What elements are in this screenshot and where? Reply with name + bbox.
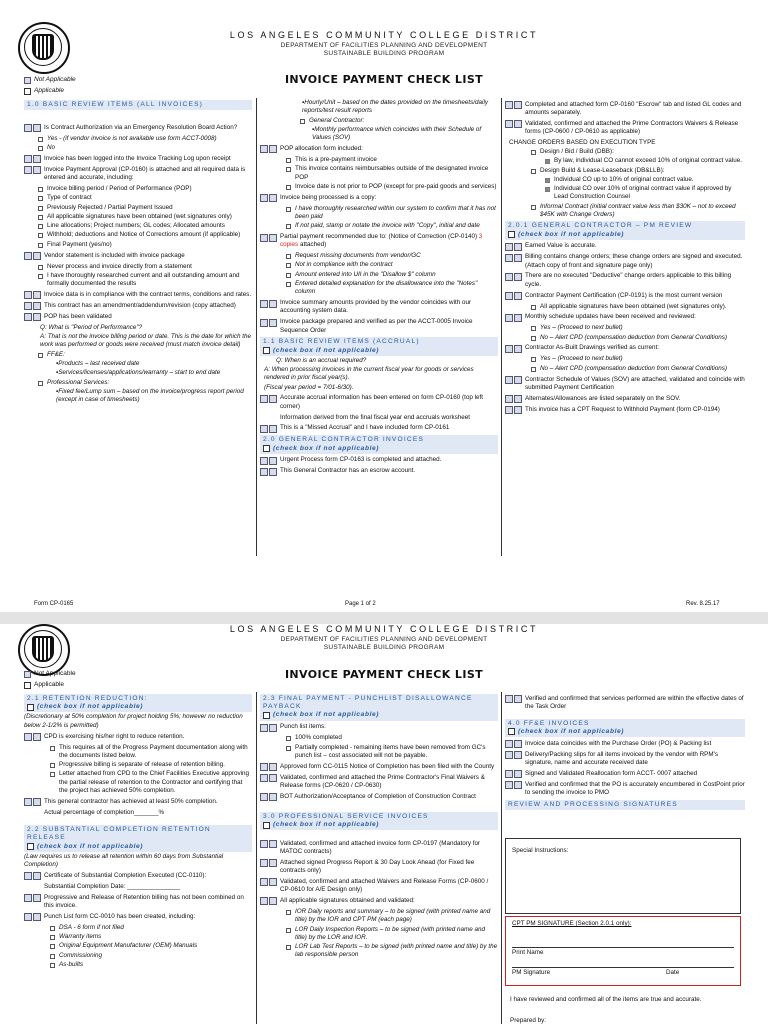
p1-column-3: Completed and attached form CP-0160 "Escrow" tab and listed GL codes and amounts separately. Validated, confirmed and attached the Prime Contractors Waivers & Release forms (CP-0600 / CP-0610 as applicable) CHANGE ORDERS BASED ON EXECUTION TYPE Design / Bid / Build (DBB): By law, individual CO cannot exceed 10% of original contract value. Design Build & Lease-Leaseback (DB&LLB): Individual CO up to 10% of original contract value. Individual CO over 10% of original contract value if approved by Lead Construction Counsel Informal Contract (initial contract value less than $30K – not to exceed $45K with Change Orders) 2.0.1 GENERAL CONTRACTOR – PM REVIEW (check box if not applicable) Earned Value is accurate. Billing contains change orders; these change orders are signed and executed. (Attach copy of front and signature page only) There are no executed "Deductive" change orders applicable to this billing cycle. Contractor Payment Certification (CP-0191) is the most current version All applicable signatures have been obtained (wet signatures only). Monthly schedule updates have been received and reviewed: Yes – (Proceed to next bullet) No – Alert CPD (compensation deduction from General Conditions) Contractor As-Built Drawings verified as current: Yes – (Proceed to next bullet) No – Alert CPD (compensation deduction from General Conditions) Contractor Schedule of Values (SOV) are attached, validated and coincide with submitted Payment Certification Alternates/Allowances are listed separately on the SOV. This invoice has a CPT Request to Withhold Payment (form CP-0194)	[505, 98, 745, 558]
checkbox[interactable]	[260, 468, 268, 476]
checkbox[interactable]	[514, 314, 522, 322]
checkbox[interactable]	[505, 292, 513, 300]
checkbox[interactable]	[505, 101, 513, 109]
checkbox[interactable]	[33, 302, 41, 310]
document-title: INVOICE PAYMENT CHECK LIST	[284, 73, 484, 86]
checkbox[interactable]	[33, 291, 41, 299]
checklist-item: Invoice Payment Approval (CP-0160) is attached and all required data is entered and accurate, including:	[24, 166, 252, 183]
section-2-2-header: 2.2 SUBSTANTIAL COMPLETION RETENTION RELEASE (check box if not applicable)	[24, 825, 252, 852]
checkbox[interactable]	[269, 457, 277, 465]
checkbox[interactable]	[514, 740, 522, 748]
checkbox[interactable]	[514, 395, 522, 403]
applicable-label: Applicable	[34, 87, 64, 94]
checkbox[interactable]	[260, 395, 268, 403]
checklist-item: Signed and Validated Reallocation form ACCT- 0007 attached	[505, 770, 745, 779]
checkbox[interactable]	[505, 395, 513, 403]
checkbox[interactable]	[269, 194, 277, 202]
pm-signature-label: PM Signature	[512, 969, 551, 976]
checklist-item: Punch list items:	[260, 723, 498, 732]
checklist-item: Progressive and Release of Retention billing has not been combined on this invoice.	[24, 894, 252, 911]
column-divider	[256, 98, 257, 556]
checkbox[interactable]	[33, 313, 41, 321]
section-1-0-header: 1.0 BASIC REVIEW ITEMS (ALL INVOICES)	[24, 100, 252, 110]
checkbox[interactable]	[505, 781, 513, 789]
checkbox[interactable]	[260, 724, 268, 732]
checkbox[interactable]	[505, 120, 513, 128]
checklist-item: Invoice data is in compliance with the contract terms, conditions and rates.	[24, 291, 252, 300]
checkbox[interactable]	[24, 872, 32, 880]
checklist-item: Is Contract Authorization via an Emergency Resolution Board Action?	[24, 124, 252, 133]
checklist-item: Billing contains change orders; these change orders are signed and executed. (Attach copy of front and signature page only)	[505, 253, 745, 270]
checklist-item: Contractor As-Built Drawings verified as current:	[505, 344, 745, 353]
section-na-checkbox[interactable]	[27, 704, 34, 711]
checkbox[interactable]	[269, 859, 277, 867]
checkbox[interactable]	[505, 751, 513, 759]
checkbox[interactable]	[24, 166, 32, 174]
checklist-item: Alternates/Allowances are listed separately on the SOV.	[505, 395, 745, 404]
checkbox[interactable]	[269, 878, 277, 886]
checklist-item: Certificate of Substantial Completion Executed (CC-0110):	[24, 872, 252, 881]
checkbox[interactable]	[260, 763, 268, 771]
cpt-pm-signature-label: CPT PM SIGNATURE (Section 2.0.1 only):	[512, 920, 632, 927]
pm-signature-line[interactable]	[512, 967, 734, 968]
checkbox[interactable]	[514, 751, 522, 759]
form-number: Form CP-0165	[34, 601, 74, 607]
checklist-item: Contractor Payment Certification (CP-0191) is the most current version	[505, 292, 745, 301]
checkbox[interactable]	[260, 457, 268, 465]
checkbox[interactable]	[514, 781, 522, 789]
checkbox[interactable]	[260, 194, 268, 202]
checkbox[interactable]	[514, 345, 522, 353]
page-header	[0, 624, 768, 653]
section-2-0-1-header: 2.0.1 GENERAL CONTRACTOR – PM REVIEW (check box if not applicable)	[505, 221, 745, 239]
prepared-by-label: Prepared by:	[510, 1017, 547, 1024]
checkbox[interactable]	[514, 254, 522, 262]
page-number: Page 1 of 2	[345, 601, 376, 607]
checklist-item: Delivery/Packing slips for all items invoiced by the vendor with RPM's signature, name and accurate received date	[505, 751, 745, 768]
revision: Rev. 8.25.17	[686, 601, 720, 607]
dept-name: DEPARTMENT OF FACILITIES PLANNING AND DEVELOPMENT	[280, 41, 488, 49]
checkbox[interactable]	[24, 124, 32, 132]
checkbox[interactable]	[260, 774, 268, 782]
checkbox[interactable]	[33, 913, 41, 921]
applicable-label: Applicable	[34, 681, 64, 688]
signatures-section-header: REVIEW AND PROCESSING SIGNATURES	[505, 800, 745, 810]
checklist-item: There are no executed "Deductive" change orders applicable to this billing cycle.	[505, 272, 745, 289]
document-title: INVOICE PAYMENT CHECK LIST	[284, 668, 484, 681]
section-1-1-header: 1.1 BASIC REVIEW ITEMS (ACCRUAL) (check box if not applicable)	[260, 337, 498, 355]
section-na-checkbox[interactable]	[263, 822, 270, 829]
checkbox[interactable]	[514, 376, 522, 384]
checklist-item: Completed and attached form CP-0160 "Escrow" tab and listed GL codes and amounts separately.	[505, 101, 745, 118]
checkbox[interactable]	[260, 145, 268, 153]
checklist-item: Validated, confirmed and attached the Prime Contractors Waivers & Release forms (CP-0600 / CP-0610 as applicable)	[505, 120, 745, 137]
p2-column-2: 2.3 FINAL PAYMENT - PUNCHLIST DISALLOWANCE PAYBACK (check box if not applicable) Punch list items: 100% completed Partially completed - remaining items have been removed from GC's punch list – cost associated will not be payable. Approved form CC-0115 Notice of Completion has been filed with the County Validated, confirmed and attached the Prime Contractor's Final Waivers & Release forms (CP-0620 / CP-0630) BOT Authorization/Acceptance of Completion of Construction Contract 3.0 PROFESSIONAL SERVICE INVOICES (check box if not applicable) Validated, confirmed and attached invoice form CP-0197 (Mandatory for MATOC contracts) Attached signed Progress Report & 30 Day Look Ahead (for Fixed fee contracts only) Validated, confirmed and attached Waivers and Release Forms (CP-0600 / CP-0610 for A/E Design only) All applicable signatures obtained and validated: IOR Daily reports and summary – to be signed (with printed name and title) by the IOR and CPT PM (each page) LOR Daily Inspection Reports – to be signed (with printed name and title) by the LOR and IOR. LOR Lab Test Reports – to be signed (with printed name and title) by the lab responsible person	[260, 692, 498, 1024]
not-applicable-label: Not Applicable	[34, 76, 76, 83]
checkbox[interactable]	[514, 243, 522, 251]
checkbox[interactable]	[505, 254, 513, 262]
checkbox[interactable]	[24, 313, 32, 321]
p2-column-1: 2.1 RETENTION REDUCTION: (check box if not applicable) (Discretionary at 50% completion for project holding 5%; however no reduction below 2-1/2% is permitted) CPD is exercising his/her right to reduce retention. This requires all of the Progress Payment documentation along with the documents listed below. Progressive billing is separate of release of retention billing. Letter attached from CPD to the Chief Facilities Executive approving the partial release of retention to the Contractor and certifying that the project has achieved 50% completion. This general contractor has achieved at least 50% completion. Actual percentage of completion_______% 2.2 SUBSTANTIAL COMPLETION RETENTION RELEASE (check box if not applicable) (Law requires us to release all retention within 60 days from Substantial Completion) Certificate of Substantial Completion Executed (CC-0110): Substantial Completion Date: _______________ Progressive and Release of Retention billing has not been combined on this invoice. Punch List form CC-0010 has been created, including: DSA - 6 form if not filed Warranty items Original Equipment Manufacturer (OEM) Manuals Commissioning As-builts	[24, 692, 252, 1024]
checkbox[interactable]	[33, 798, 41, 806]
checklist-item: Invoice being processed is a copy:	[260, 194, 498, 203]
checkbox[interactable]	[24, 155, 32, 163]
checklist-item: Invoice package prepared and verified as per the ACCT-0005 Invoice Sequence Order	[260, 318, 498, 335]
date-label: Date	[666, 969, 680, 976]
section-2-1-header: 2.1 RETENTION REDUCTION: (check box if not applicable)	[24, 694, 252, 712]
checkbox[interactable]	[505, 376, 513, 384]
not-applicable-checkbox[interactable]	[24, 77, 31, 84]
checkbox[interactable]	[24, 302, 32, 310]
checklist-item: This is a "Missed Accrual" and I have included form CP-0161	[260, 424, 498, 433]
org-name: LOS ANGELES COMMUNITY COLLEGE DISTRICT	[229, 624, 539, 634]
checkbox[interactable]	[24, 913, 32, 921]
checklist-item: Invoice data coincides with the Purchase Order (PO) & Packing list	[505, 740, 745, 749]
checkbox[interactable]	[260, 859, 268, 867]
checkbox[interactable]	[514, 120, 522, 128]
checkbox[interactable]	[24, 798, 32, 806]
checklist-item: Invoice has been logged into the Invoice Tracking Log upon receipt	[24, 155, 252, 164]
not-applicable-label: Not Applicable	[34, 670, 76, 677]
page-separator	[0, 612, 768, 624]
checklist-item: Verified and confirmed that services performed are within the effective dates of the Task Order	[505, 695, 745, 712]
checkbox[interactable]	[269, 234, 277, 242]
checkbox[interactable]	[514, 101, 522, 109]
checkbox[interactable]	[260, 319, 268, 327]
checklist-item: Vendor statement is included with invoice package	[24, 252, 252, 261]
checklist-item: CPD is exercising his/her right to reduce retention.	[24, 733, 252, 742]
print-name-line[interactable]	[512, 947, 734, 948]
checklist-item: Contractor Schedule of Values (SOV) are attached, validated and coincide with submitted Payment Certification	[505, 376, 745, 393]
checkbox[interactable]	[260, 425, 268, 433]
checkbox[interactable]	[24, 252, 32, 260]
checklist-item: Partial payment recommended due to: (Notice of Correction (CP-0140) 3 copies attached)	[260, 233, 498, 250]
checkbox[interactable]	[505, 243, 513, 251]
page-2	[0, 624, 768, 1024]
checklist-item: This General Contractor has an escrow account.	[260, 467, 498, 476]
page-header	[0, 30, 768, 59]
checkbox[interactable]	[260, 793, 268, 801]
applicable-checkbox[interactable]	[24, 88, 31, 95]
applicable-checkbox[interactable]	[24, 682, 31, 689]
checklist-item: Accurate accrual information has been entered on form CP-0160 (top left corner)	[260, 394, 498, 411]
p1-column-2: ▪Hourly/Unit – based on the dates provided on the timesheets/daily reports/test result reports General Contractor: ▪Monthly performance which coincides with their Schedule of Values (SOV) POP allocation form included: This is a pre-payment invoice This invoice contains reimbursables outside of the designated invoice POP Invoice date is not prior to POP (except for pre-paid goods and services) Invoice being processed is a copy: I have thoroughly researched within our system to confirm that it has not been paid If not paid, stamp or notate the invoice with "Copy", initial and date Partial payment recommended due to: (Notice of Correction (CP-0140) 3 copies attached) Request missing documents from vendor/GC Not in compliance with the contract Amount entered into UII in the "Disallow $" column Entered detailed explanation for the disallowance into the "Notes" column Invoice summary amounts provided by the vendor coincides with our accounting system data. Invoice package prepared and verified as per the ACCT-0005 Invoice Sequence Order 1.1 BASIC REVIEW ITEMS (ACCRUAL) (check box if not applicable) Q: When is an accrual required? A: When processing invoices in the current fiscal year for goods or services rendered in prior fiscal year(s). (Fiscal year period = 7/01-6/30). Accurate accrual information has been entered on form CP-0160 (top left corner) Information derived from the final fiscal year end accruals worksheet This is a "Missed Accrual" and I have included form CP-0161 2.0 GENERAL CONTRACTOR INVOICES (check box if not applicable) Urgent Process form CP-0163 is completed and attached. This General Contractor has an escrow account.	[260, 98, 498, 558]
checklist-item: Punch List form CC-0010 has been created, including:	[24, 913, 252, 922]
org-name: LOS ANGELES COMMUNITY COLLEGE DISTRICT	[229, 30, 539, 40]
checkbox[interactable]	[269, 145, 277, 153]
checkbox[interactable]	[269, 425, 277, 433]
checkbox[interactable]	[269, 840, 277, 848]
checkbox[interactable]	[514, 770, 522, 778]
checkbox[interactable]	[505, 740, 513, 748]
p1-column-1: 1.0 BASIC REVIEW ITEMS (ALL INVOICES) Is Contract Authorization via an Emergency Resolution Board Action? Yes - (if vendor invoice is not available use form ACCT-0008) No Invoice has been logged into the Invoice Tracking Log upon receipt Invoice Payment Approval (CP-0160) is attached and all required data is entered and accurate, including: Invoice billing period / Period of Performance (POP) Type of contract Previously Rejected / Partial Payment Issued All applicable signatures have been obtained (wet signatures only) Line allocations; Project numbers; GL codes; Allocated amounts Withhold; deductions and Notice of Corrections amount (if applicable) Final Payment (yes/no) Vendor statement is included with invoice package Never process and invoice directly from a statement I have thoroughly researched current and all outstanding amount and formally documented the results Invoice data is in compliance with the contract terms, conditions and rates. This contract has an amendment/addendum/revision (copy attached) POP has been validated Q: What is "Period of Performance"? A: That is not the invoice billing period or date. This is the date for which the work was performed or goods were received (must match invoice detail) FF&E: ▪Products – last received date ▪Services/licenses/applications/warranty – start to end date Professional Services: ▪Fixed fee/Lump sum – based on the invoice/progress report period (except in case of timesheets)	[24, 98, 252, 558]
checkbox[interactable]	[33, 894, 41, 902]
checkbox[interactable]	[33, 252, 41, 260]
program-name: SUSTAINABLE BUILDING PROGRAM	[323, 50, 445, 58]
checkbox[interactable]	[33, 124, 41, 132]
section-na-checkbox[interactable]	[508, 231, 515, 238]
section-na-checkbox[interactable]	[263, 347, 270, 354]
section-na-checkbox[interactable]	[263, 712, 270, 719]
checkbox[interactable]	[260, 840, 268, 848]
checklist-item: This invoice has a CPT Request to Withhold Payment (form CP-0194)	[505, 406, 745, 415]
checkbox[interactable]	[260, 878, 268, 886]
checkbox[interactable]	[269, 793, 277, 801]
checklist-item: Earned Value is accurate.	[505, 242, 745, 251]
checkbox[interactable]	[505, 273, 513, 281]
checkbox[interactable]	[505, 695, 513, 703]
checkbox[interactable]	[260, 234, 268, 242]
column-divider	[256, 692, 257, 1024]
section-2-0-header: 2.0 GENERAL CONTRACTOR INVOICES (check box if not applicable)	[260, 435, 498, 453]
checkbox[interactable]	[269, 319, 277, 327]
program-name: SUSTAINABLE BUILDING PROGRAM	[323, 644, 445, 652]
checklist-item: Attached signed Progress Report & 30 Day Look Ahead (for Fixed fee contracts only)	[260, 859, 498, 876]
special-instructions-box[interactable]	[505, 838, 741, 914]
checkbox[interactable]	[260, 897, 268, 905]
not-applicable-checkbox[interactable]	[24, 671, 31, 678]
confirmation-statement: I have reviewed and confirmed all of the items are true and accurate.	[510, 996, 702, 1003]
checkbox[interactable]	[269, 724, 277, 732]
checklist-item: Validated, confirmed and attached the Prime Contractor's Final Waivers & Release forms (CP-0620 / CP-0630)	[260, 774, 498, 791]
dept-name: DEPARTMENT OF FACILITIES PLANNING AND DEVELOPMENT	[280, 635, 488, 643]
cpt-pm-signature-box	[505, 916, 741, 986]
checkbox[interactable]	[33, 733, 41, 741]
checkbox[interactable]	[269, 468, 277, 476]
checklist-item: POP has been validated	[24, 313, 252, 322]
checklist-item: This contract has an amendment/addendum/revision (copy attached)	[24, 302, 252, 311]
checklist-item: POP allocation form included:	[260, 145, 498, 154]
checkbox[interactable]	[33, 155, 41, 163]
checklist-item: Validated, confirmed and attached invoice form CP-0197 (Mandatory for MATOC contracts)	[260, 840, 498, 857]
column-divider	[501, 98, 502, 556]
checkbox[interactable]	[33, 166, 41, 174]
section-na-checkbox[interactable]	[263, 445, 270, 452]
checkbox[interactable]	[24, 894, 32, 902]
print-name-label: Print Name	[512, 949, 544, 956]
checkbox[interactable]	[24, 733, 32, 741]
checklist-item: Urgent Process form CP-0163 is completed and attached.	[260, 456, 498, 465]
checkbox[interactable]	[269, 774, 277, 782]
column-divider	[501, 692, 502, 1024]
checkbox[interactable]	[24, 291, 32, 299]
checkbox[interactable]	[269, 897, 277, 905]
checklist-item: Approved form CC-0115 Notice of Completion has been filed with the County	[260, 763, 498, 772]
checkbox[interactable]	[514, 273, 522, 281]
checkbox[interactable]	[269, 395, 277, 403]
section-na-checkbox[interactable]	[27, 843, 34, 850]
checkbox[interactable]	[505, 770, 513, 778]
special-instructions-label: Special Instructions:	[512, 847, 569, 854]
checkbox[interactable]	[269, 763, 277, 771]
section-2-3-header: 2.3 FINAL PAYMENT - PUNCHLIST DISALLOWANCE PAYBACK (check box if not applicable)	[260, 694, 498, 721]
checklist-item: Verified and confirmed that the PO is accurately encumbered in CostPoint prior to sending the invoice to PMO	[505, 781, 745, 798]
checkbox[interactable]	[505, 314, 513, 322]
section-na-checkbox[interactable]	[508, 728, 515, 735]
checklist-item: Monthly schedule updates have been received and reviewed:	[505, 313, 745, 322]
checklist-item: BOT Authorization/Acceptance of Completion of Construction Contract	[260, 793, 498, 802]
checkbox[interactable]	[269, 300, 277, 308]
checklist-item: Validated, confirmed and attached Waivers and Release Forms (CP-0600 / CP-0610 for A/E Design only)	[260, 878, 498, 895]
checkbox[interactable]	[505, 406, 513, 414]
checklist-item: Invoice summary amounts provided by the vendor coincides with our accounting system data.	[260, 299, 498, 316]
checkbox[interactable]	[514, 406, 522, 414]
checkbox[interactable]	[514, 695, 522, 703]
checkbox[interactable]	[505, 345, 513, 353]
checkbox[interactable]	[260, 300, 268, 308]
checkbox[interactable]	[514, 292, 522, 300]
checklist-item: This general contractor has achieved at least 50% completion.	[24, 798, 252, 807]
checklist-item: All applicable signatures obtained and validated:	[260, 897, 498, 906]
checkbox[interactable]	[33, 872, 41, 880]
section-3-0-header: 3.0 PROFESSIONAL SERVICE INVOICES (check box if not applicable)	[260, 812, 498, 830]
section-4-0-header: 4.0 FF&E INVOICES (check box if not applicable)	[505, 719, 745, 737]
